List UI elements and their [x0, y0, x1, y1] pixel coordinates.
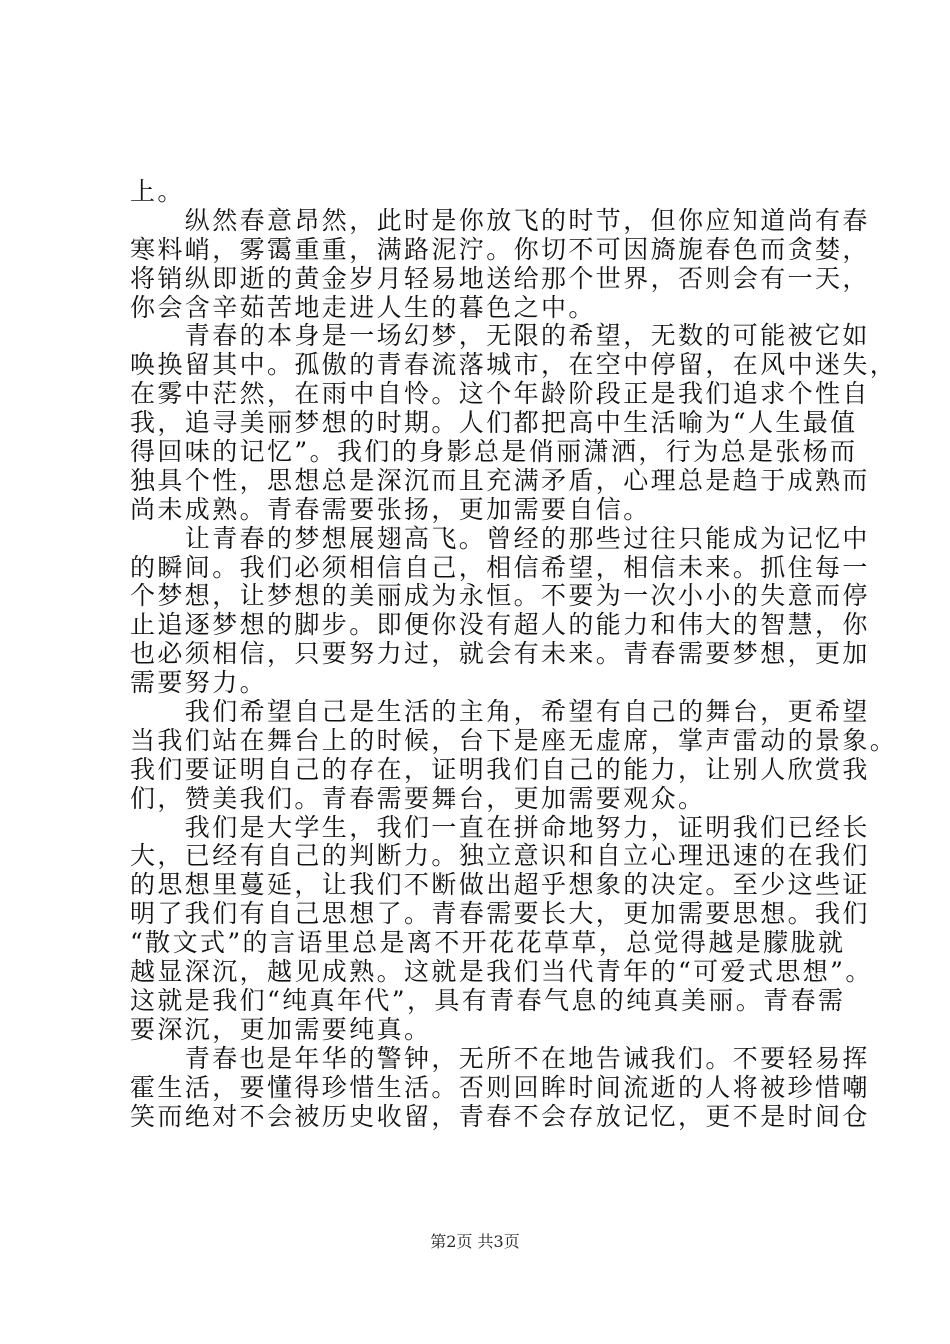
text-line: 越显深沉，越见成熟。这就是我们当代青年的“可爱式思想”。: [130, 957, 873, 987]
text-line: 当我们站在舞台上的时候，台下是座无虚席，掌声雷动的景象。: [130, 725, 898, 755]
text-line: 需要努力。: [130, 668, 268, 698]
text-line: 唤换留其中。孤傲的青春流落城市，在空中停留，在风中迷失，: [130, 350, 898, 380]
text-line: 笑而绝对不会被历史收留，青春不会存放记忆，更不是时间仓: [130, 1101, 870, 1131]
text-line: 我，追寻美丽梦想的时期。人们都把高中生活喻为“人生最值: [130, 408, 858, 438]
text-line: 你会含辛茹苦地走进人生的暮色之中。: [130, 292, 596, 322]
text-line: 这就是我们“纯真年代”，具有青春气息的纯真美丽。青春需: [130, 985, 846, 1015]
text-line: 明了我们有自己思想了。青春需要长大，更加需要思想。我们: [130, 899, 870, 929]
page-footer: 第2页 共3页: [430, 1232, 520, 1251]
text-line: 个梦想，让梦想的美丽成为永恒。不要为一次小小的失意而停: [130, 581, 870, 611]
text-line: 寒料峭，雾霭重重，满路泥泞。你切不可因旖旎春色而贪婪，: [130, 234, 870, 264]
text-line: 止追逐梦想的脚步。即便你没有超人的能力和伟大的智慧，你: [130, 610, 870, 640]
text-line: 我们希望自己是生活的主角，希望有自己的舞台，更希望: [130, 697, 870, 727]
text-line: 纵然春意昂然，此时是你放飞的时节，但你应知道尚有春: [130, 205, 870, 235]
text-line: 青春的本身是一场幻梦，无限的希望，无数的可能被它如: [130, 321, 870, 351]
text-line: 霍生活，要懂得珍惜生活。否则回眸时间流逝的人将被珍惜嘲: [130, 1072, 870, 1102]
text-line: 我们要证明自己的存在，证明我们自己的能力，让别人欣赏我: [130, 754, 870, 784]
text-line: 青春也是年华的警钟，无所不在地告诫我们。不要轻易挥: [130, 1043, 870, 1073]
text-line: 的瞬间。我们必须相信自己，相信希望，相信未来。抓住每一: [130, 552, 870, 582]
body-text: [130, 177, 898, 1131]
text-line: 上。: [130, 177, 185, 206]
text-line: 独具个性，思想总是深沉而且充满矛盾，心理总是趋于成熟而: [130, 465, 870, 495]
text-line: 将销纵即逝的黄金岁月轻易地送给那个世界，否则会有一天，: [130, 263, 870, 293]
text-line: 在雾中茫然，在雨中自怜。这个年龄阶段正是我们追求个性自: [130, 379, 870, 409]
text-line: 我们是大学生，我们一直在拼命地努力，证明我们已经长: [130, 812, 870, 842]
text-line: 得回味的记忆”。我们的身影总是俏丽潇洒，行为总是张杨而: [130, 437, 858, 467]
text-line: 的思想里蔓延，让我们不断做出超乎想象的决定。至少这些证: [130, 870, 870, 900]
text-line: 尚未成熟。青春需要张扬，更加需要自信。: [130, 494, 651, 524]
text-line: 们，赞美我们。青春需要舞台，更加需要观众。: [130, 783, 706, 813]
text-line: 让青春的梦想展翅高飞。曾经的那些过往只能成为记忆中: [130, 523, 870, 553]
text-line: “散文式”的言语里总是离不开花花草草，总觉得越是朦胧就: [130, 928, 846, 958]
text-line: 也必须相信，只要努力过，就会有未来。青春需要梦想，更加: [130, 639, 870, 669]
text-line: 要深沉，更加需要纯真。: [130, 1014, 432, 1044]
text-line: 大，已经有自己的判断力。独立意识和自立心理迅速的在我们: [130, 841, 870, 871]
